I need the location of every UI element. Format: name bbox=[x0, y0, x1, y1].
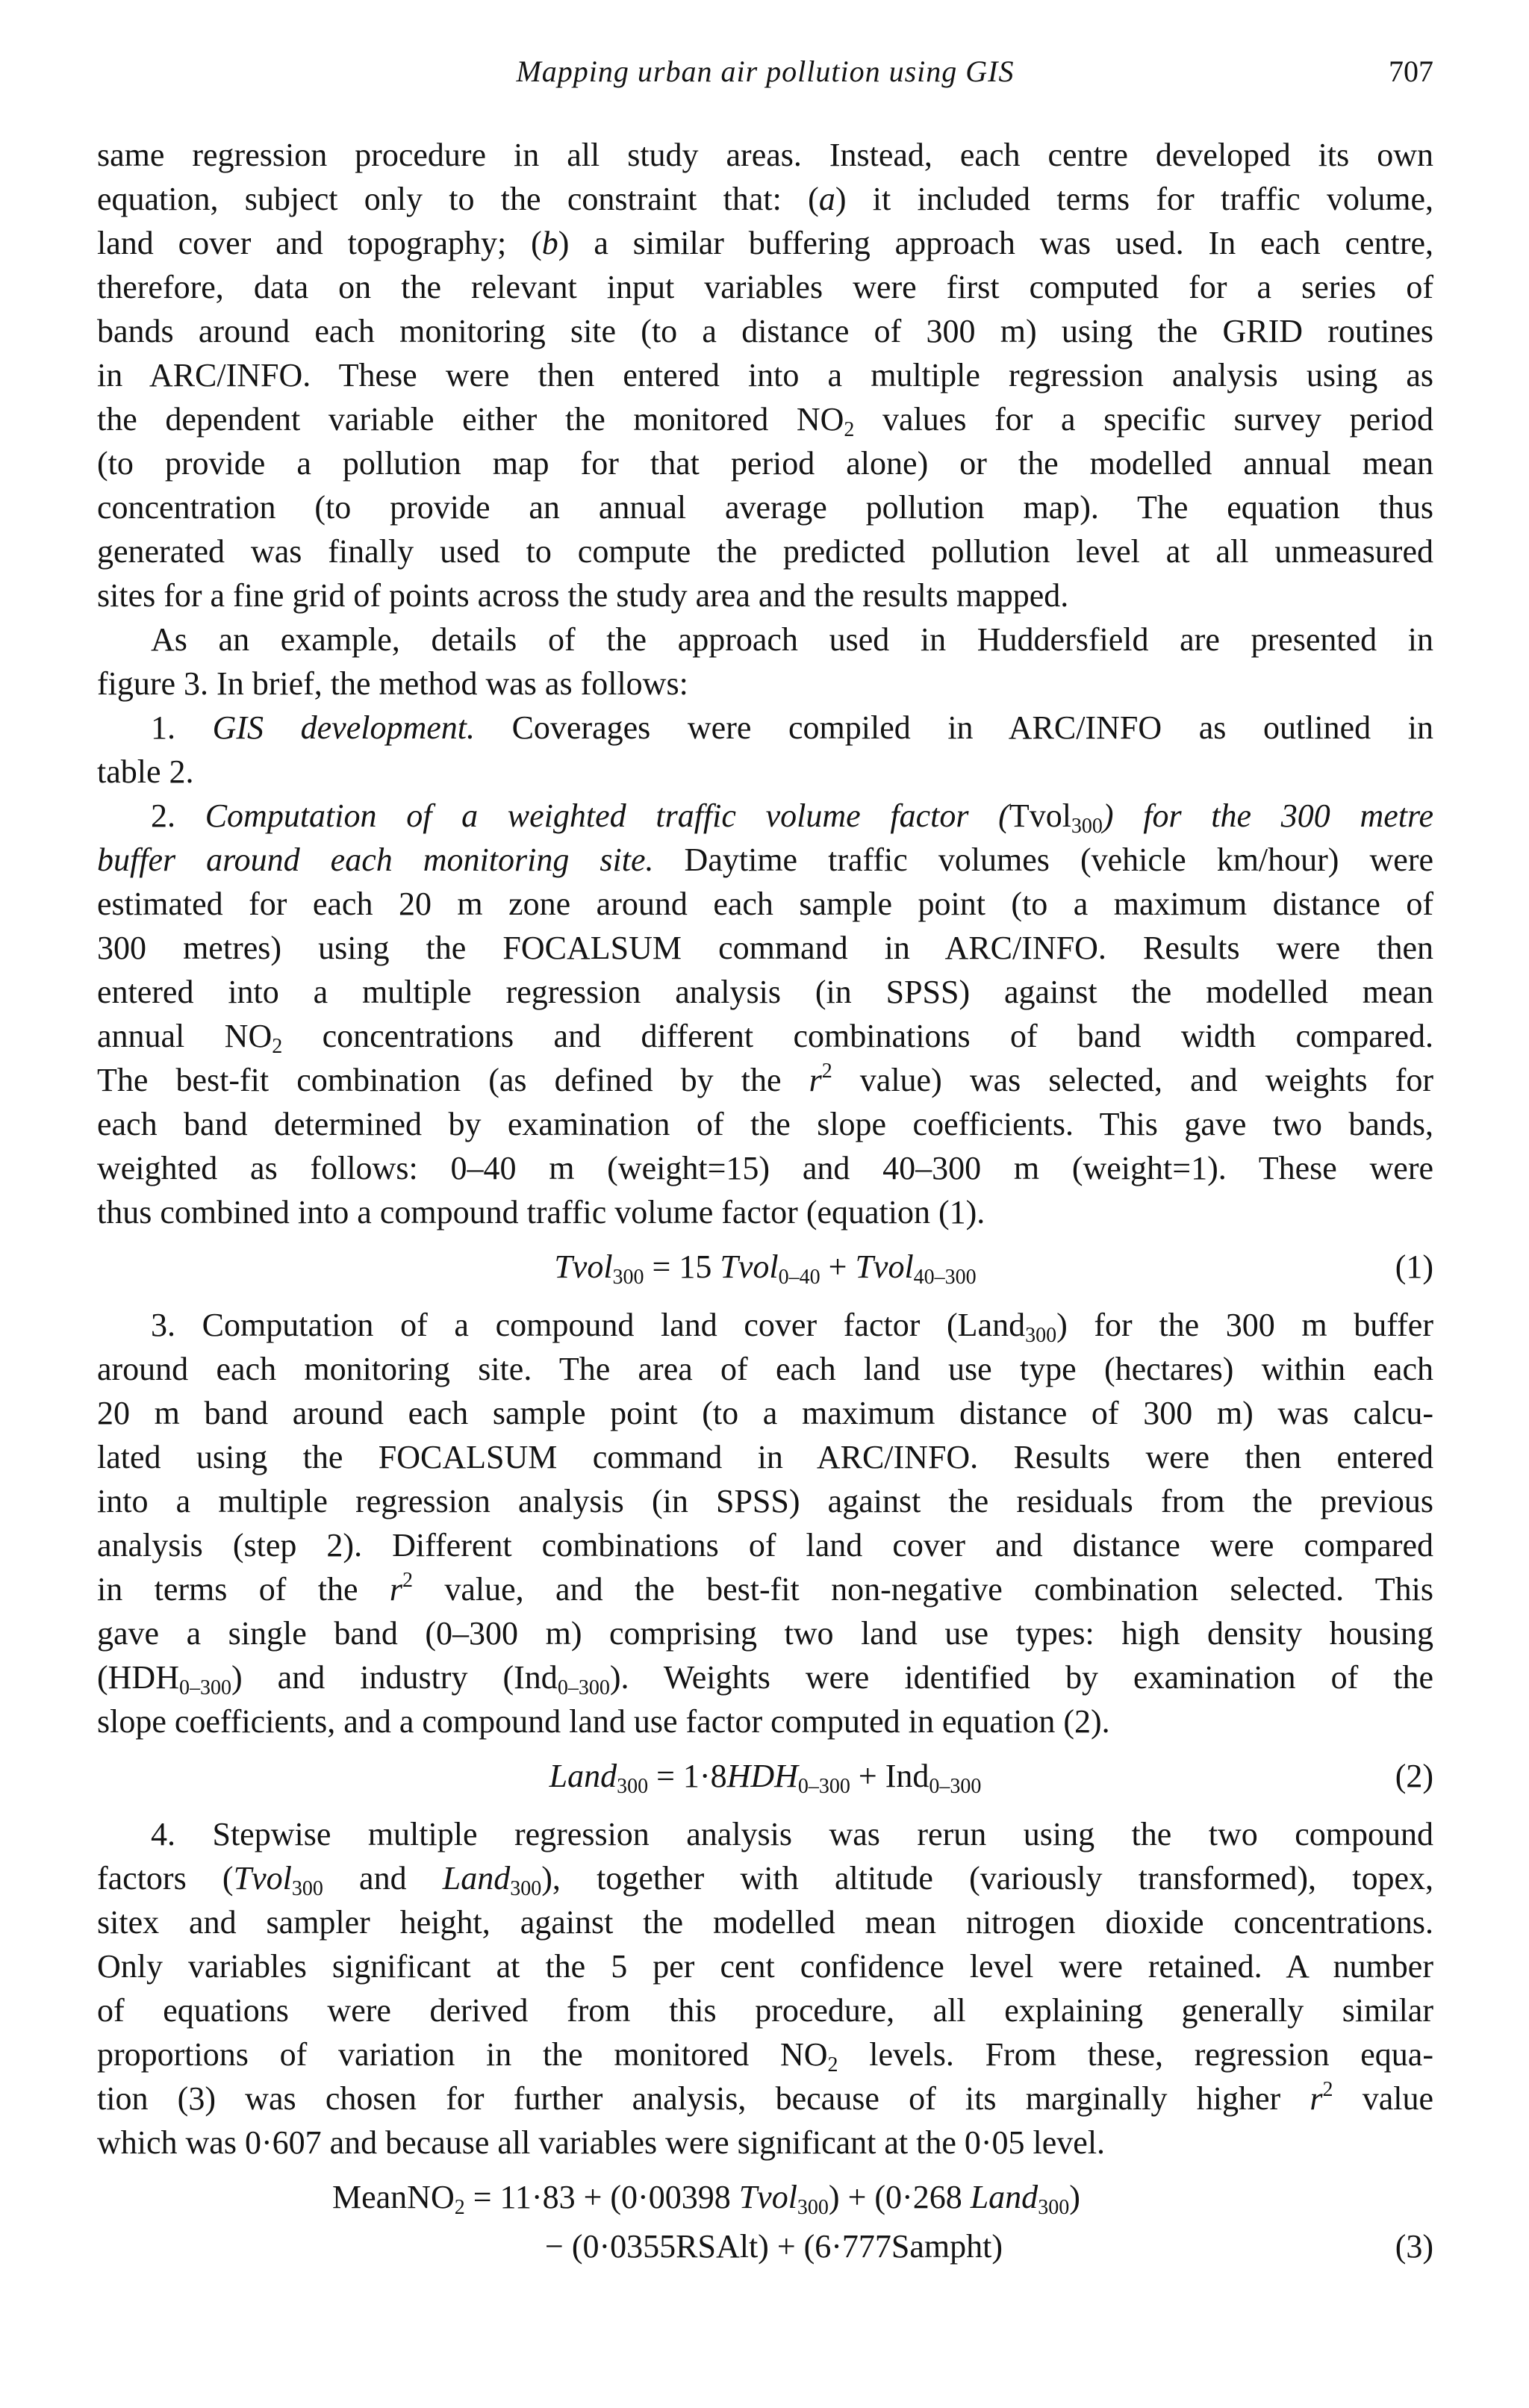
body-text bbox=[97, 133, 1433, 2277]
equation-1 bbox=[97, 1234, 1433, 1303]
text-line: entered into a multiple regression analysis (in SPSS) against the modelled mean bbox=[97, 974, 1433, 1010]
step-2-heading: 2. Computation of a weighted traffic volume factor (Tvol$_{300}$) for the 300 metre bbox=[151, 797, 1434, 838]
text-line: therefore, data on the relevant input variables were first computed for a series of bbox=[97, 269, 1433, 305]
text-line: generated was finally used to compute the predicted pollution level at all unmeasured bbox=[97, 533, 1433, 570]
text-line: The best-fit combination (as defined by the $r^2$ value) was selected, and weights for bbox=[97, 1060, 1433, 1098]
step-1-line: 1. GIS development. Coverages were compiled in ARC/INFO as outlined in bbox=[151, 709, 1433, 746]
text-line: Only variables significant at the 5 per cent confidence level were retained. A number bbox=[97, 1948, 1433, 1985]
text-line: into a multiple regression analysis (in SPSS) against the residuals from the previous bbox=[97, 1483, 1433, 1519]
equation-2-body: Land$_{300}$ = $1\cdot 8HDH_{0-300} + Ind_{0-300}$ bbox=[549, 1758, 982, 1798]
text-line: equation, subject only to the constraint that: (a) it included terms for traffic volume, bbox=[97, 181, 1433, 217]
text-line: estimated for each 20 m zone around each sample point (to a maximum distance of bbox=[97, 886, 1433, 922]
text-line: in ARC/INFO. These were then entered into a multiple regression analysis using as bbox=[97, 357, 1433, 393]
equation-1-number: (1) bbox=[1395, 1248, 1433, 1285]
text-line: As an example, details of the approach used in Huddersfield are presented in bbox=[151, 621, 1433, 658]
text-line: 300 metres) using the FOCALSUM command in ARC/INFO. Results were then bbox=[97, 930, 1433, 966]
page-number: 707 bbox=[1389, 55, 1433, 88]
step-1-line: table 2. bbox=[97, 753, 194, 790]
text-line: of equations were derived from this procedure, all explaining generally similar bbox=[97, 1992, 1433, 2029]
text-line: around each monitoring site. The area of each land use type (hectares) within each bbox=[97, 1351, 1433, 1387]
step-1-title: GIS development. bbox=[212, 709, 475, 746]
text-line: which was 0·607 and because all variables were significant at the 0·05 level. bbox=[97, 2124, 1106, 2161]
text-line: 20 m band around each sample point (to a maximum distance of 300 m) was calcu- bbox=[97, 1395, 1433, 1431]
equation-3-number: (3) bbox=[1395, 2228, 1433, 2265]
text-line: land cover and topography; (b) a similar buffering approach was used. In each centre, bbox=[97, 225, 1434, 261]
text-line: figure 3. In brief, the method was as follows: bbox=[97, 665, 688, 702]
text-line: the dependent variable either the monitored $NO_2$ values for a specific survey period bbox=[97, 401, 1433, 441]
text-line: concentration (to provide an annual average pollution map). The equation thus bbox=[97, 489, 1433, 526]
text-line: each band determined by examination of the slope coefficients. This gave two bands, bbox=[97, 1106, 1433, 1142]
text-line: bands around each monitoring site (to a distance of 300 m) using the GRID routines bbox=[97, 313, 1433, 349]
text-line: gave a single band (0–300 m) comprising two land use types: high density housing bbox=[97, 1615, 1433, 1652]
text-line: analysis (step 2). Different combinations of land cover and distance were compared bbox=[97, 1527, 1433, 1564]
text-line: slope coefficients, and a compound land use factor computed in equation (2). bbox=[97, 1703, 1110, 1740]
text-line: $(HDH_{0-300})$ and industry (Ind$_{0-300}$). Weights were identified by examination of the bbox=[97, 1659, 1434, 1699]
text-line: lated using the FOCALSUM command in ARC/INFO. Results were then entered bbox=[97, 1439, 1433, 1475]
text-line: proportions of variation in the monitored $NO_2$ levels. From these, regression equa- bbox=[97, 2036, 1433, 2076]
text-line: sitex and sampler height, against the modelled mean nitrogen dioxide concentrations. bbox=[97, 1904, 1433, 1941]
text-line: annual $NO_2$ concentrations and different combinations of band width compared. bbox=[97, 1018, 1433, 1058]
text-line: (to provide a pollution map for that period alone) or the modelled annual mean bbox=[97, 445, 1433, 482]
text-line: same regression procedure in all study areas. Instead, each centre developed its own bbox=[97, 137, 1433, 173]
equation-3-line-2: − (0·0355RSAlt) + (6·777Sampht) (3) bbox=[545, 2228, 1433, 2265]
text-line: thus combined into a compound traffic volume factor (equation (1). bbox=[97, 1194, 985, 1231]
running-head bbox=[97, 54, 1433, 99]
text-line: in terms of the $r^2$ value, and the best-fit non-negative combination selected. This bbox=[97, 1569, 1433, 1608]
running-title: Mapping urban air pollution using GIS bbox=[516, 55, 1015, 88]
equation-1-body: Tvol$_{300}$ = 15 Tvol$_{0-40}$ + Tvol$_{40-300}$ bbox=[554, 1248, 977, 1289]
step-3-line: 3. Computation of a compound land cover factor (Land$_{300}$) for the 300 m buffer bbox=[151, 1307, 1433, 1347]
text-line: factors (Tvol$_{300}$ and Land$_{300}$), together with altitude (variously transformed), topex, bbox=[97, 1860, 1433, 1900]
equation-2-number: (2) bbox=[1395, 1758, 1433, 1794]
step-4-line: 4. Stepwise multiple regression analysis was rerun using the two compound bbox=[151, 1816, 1433, 1852]
step-2-line: buffer around each monitoring site. Daytime traffic volumes (vehicle km/hour) were bbox=[97, 841, 1433, 878]
text-line: tion (3) was chosen for further analysis, because of its marginally higher $r^2$ value bbox=[97, 2078, 1433, 2117]
equation-3-line-1: MeanNO$_2$ = 11·83 + (0·00398 Tvol$_{300}$) + (0·268 Land$_{300}$) bbox=[332, 2179, 1080, 2219]
text-line: weighted as follows: 0–40 m (weight=15) and 40–300 m (weight=1). These were bbox=[97, 1150, 1433, 1186]
text-line: sites for a fine grid of points across the study area and the results mapped. bbox=[97, 577, 1069, 614]
equation-2 bbox=[97, 1743, 1433, 1812]
